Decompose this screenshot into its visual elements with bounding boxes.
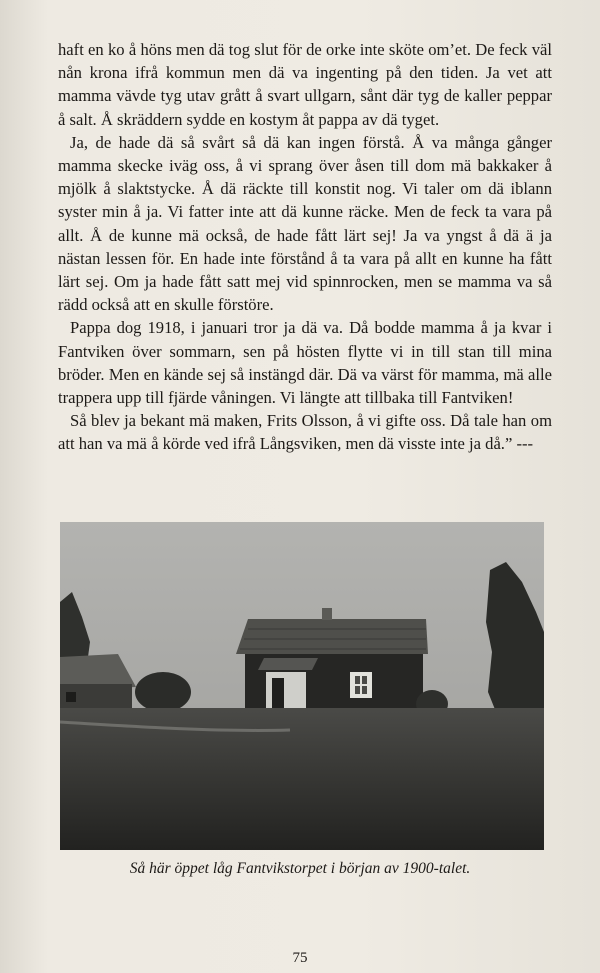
paragraph-2: Ja, de hade dä så svårt så dä kan ingen förstå. Å va många gånger mamma skecke iväg oss, å vi sprang över åsen till dom mä bakkaker å mjölk å slaktstycke. Å dä räckte till konstit nog. Vi taler om dä iblann syster min å ja. Vi fatter inte att dä kunne räcke. Men de feck ta vara på allt. Å de kunne mä också, de hade fått lärt sej! Ja va yngst å dä ä ja nästan lessen för. En hade inte förstånd å ta vara på allt en kunne ha fått lärt sej. Om ja hade fått satt mej vid spinnrocken, men se mamma va så rädd också att en skulle förstöre. bbox=[58, 132, 552, 315]
paragraph-1: haft en ko å höns men dä tog slut för de orke inte sköte om’et. De feck väl nån krona ifrå kommun men dä va ingenting på den tiden. Ja vet att mamma vävde tyg utav grått å svart ullgarn, sånt där tyg de kaller peppar å salt. Å skräddern sydde en kostym åt pappa av dä tyget. bbox=[58, 40, 552, 129]
photo-caption: Så här öppet låg Fantvikstorpet i början av 1900-talet. bbox=[129, 860, 471, 877]
page-number: 75 bbox=[292, 950, 308, 966]
grass-field bbox=[60, 708, 544, 850]
photo-illustration bbox=[60, 522, 544, 850]
bush bbox=[135, 672, 191, 712]
paragraph-3: Pappa dog 1918, i januari tror ja dä va. Då bodde mamma å ja kvar i Fantviken över sommarn, sen på hösten flytte vi in till stan till mina bröder. Men en kände sej så instängd där. Dä va värst för mamma, mä alle trappera upp till fjärde våningen. Vi längte att tillbaka till Fantviken! bbox=[58, 318, 552, 408]
photo-fantvikstorpet bbox=[60, 522, 544, 850]
body-text bbox=[58, 38, 552, 456]
paragraph-4: Så blev ja bekant mä maken, Frits Olsson, å vi gifte oss. Då tale han om att han va mä å körde ved ifrå Långsviken, men dä visste inte ja då.” --- bbox=[58, 411, 552, 454]
cottage bbox=[236, 608, 428, 716]
